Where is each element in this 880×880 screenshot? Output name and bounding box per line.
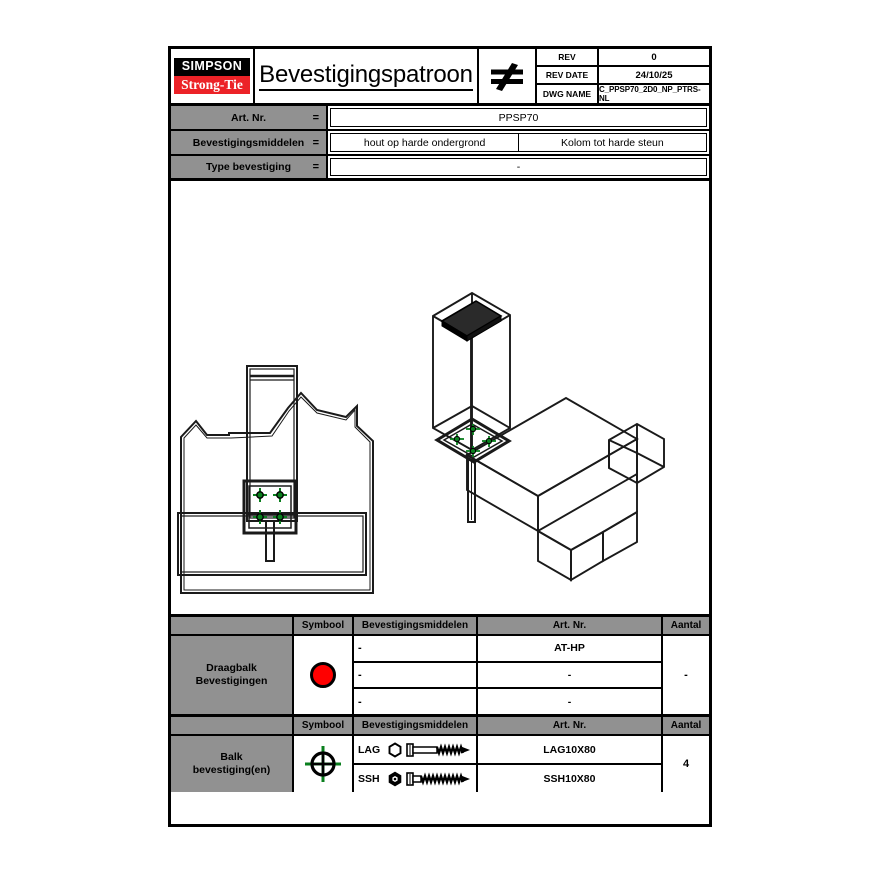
info-label-text: Type bevestiging bbox=[206, 161, 291, 173]
not-to-scale-cell bbox=[479, 49, 537, 103]
info-label-text: Art. Nr. bbox=[230, 111, 266, 124]
bevestigingsmiddelen-column bbox=[354, 736, 478, 792]
category-line-2: Bevestigingen bbox=[195, 675, 268, 687]
aantal-cell: 4 bbox=[663, 736, 709, 792]
table-header-symbool: Symbool bbox=[294, 617, 354, 634]
title-block bbox=[171, 49, 709, 106]
fastener-marker bbox=[273, 488, 287, 502]
aantal-cell: - bbox=[663, 636, 709, 714]
category-line-1: Balk bbox=[220, 750, 243, 763]
symbol-cell bbox=[294, 636, 354, 714]
table-header-row bbox=[171, 617, 709, 636]
table-row-lag bbox=[354, 736, 476, 765]
dwg-name-value: C_PPSP70_2D0_NP_PTRS-NL bbox=[599, 85, 701, 103]
not-equal-icon bbox=[487, 61, 527, 91]
table-row: LAG10X80 bbox=[478, 736, 661, 765]
info-values-type-bevestiging bbox=[328, 156, 709, 178]
rev-label: REV bbox=[537, 49, 599, 65]
table-header-art-nr: Art. Nr. bbox=[478, 617, 663, 634]
dwg-name-label: DWG NAME bbox=[537, 85, 599, 103]
info-label-art-nr bbox=[171, 106, 328, 129]
info-value-type: - bbox=[330, 158, 707, 176]
symbol-cell bbox=[294, 736, 354, 792]
category-line-1: Draagbalk bbox=[206, 661, 257, 674]
info-value-art-nr: PPSP70 bbox=[330, 108, 707, 127]
green-crosshair-icon bbox=[303, 744, 343, 784]
page-title: Bevestigingspatroon bbox=[259, 61, 473, 92]
rev-value: 0 bbox=[651, 51, 657, 63]
info-row-type-bevestiging bbox=[171, 156, 709, 181]
info-label-text: Bevestigingsmiddelen bbox=[192, 136, 305, 149]
table-header-aantal: Aantal bbox=[670, 620, 702, 631]
table-header-bevestigingsmiddelen: Bevestigingsmiddelen bbox=[354, 717, 478, 734]
rev-date-value: 24/10/25 bbox=[635, 69, 673, 81]
hex-head-outline-icon bbox=[388, 742, 402, 758]
structural-screw-icon bbox=[406, 771, 472, 787]
rev-date-label: REV DATE bbox=[537, 67, 599, 83]
fastener-code-ssh: SSH bbox=[358, 772, 380, 785]
info-label-type-bevestiging bbox=[171, 156, 328, 178]
table-row: - bbox=[478, 663, 661, 690]
table-body bbox=[171, 636, 709, 714]
art-nr-column bbox=[478, 736, 663, 792]
art-nr-column bbox=[478, 636, 663, 714]
info-value-substrate: hout op harde ondergrond bbox=[330, 133, 519, 152]
lag-screw-icon bbox=[406, 742, 472, 758]
info-value-connection: Kolom tot harde steun bbox=[518, 133, 707, 152]
info-row-bevestigingsmiddelen bbox=[171, 131, 709, 156]
revision-block bbox=[537, 49, 709, 103]
info-values-bevestigingsmiddelen bbox=[328, 131, 709, 154]
bevestigingsmiddelen-column bbox=[354, 636, 478, 714]
category-line-2: bevestiging(en) bbox=[192, 764, 271, 776]
table-row: AT-HP bbox=[478, 636, 661, 663]
table-header-bevestigingsmiddelen: Bevestigingsmiddelen bbox=[354, 617, 478, 634]
sheet-title-cell bbox=[255, 49, 479, 103]
hex-head-filled-icon bbox=[388, 771, 402, 787]
red-circle-icon bbox=[310, 662, 336, 688]
logo-simpson-text: SIMPSON bbox=[174, 58, 250, 76]
equals-sign: = bbox=[312, 136, 319, 149]
fastener-marker bbox=[253, 488, 267, 502]
equals-sign: = bbox=[312, 161, 319, 173]
table-row: SSH10X80 bbox=[543, 772, 596, 785]
rev-row bbox=[537, 49, 709, 67]
info-row-art-nr bbox=[171, 106, 709, 131]
equals-sign: = bbox=[312, 111, 319, 124]
fastener-code-lag: LAG bbox=[358, 743, 381, 756]
isometric-view bbox=[433, 293, 664, 580]
table-row-ssh bbox=[354, 765, 476, 792]
table-row: - bbox=[354, 636, 476, 663]
drawing-sheet bbox=[168, 46, 712, 827]
technical-drawing bbox=[171, 181, 709, 614]
table-category-label bbox=[171, 636, 294, 714]
logo-strongtie-text: Strong-Tie bbox=[174, 76, 250, 95]
table-body bbox=[171, 736, 709, 792]
info-values-art-nr bbox=[328, 106, 709, 129]
table-row: - bbox=[354, 663, 476, 690]
table-header-aantal: Aantal bbox=[670, 720, 702, 731]
table-header-blank bbox=[171, 617, 294, 634]
fastener-table-draagbalk bbox=[171, 617, 709, 717]
fastener-table-balk bbox=[171, 717, 709, 792]
table-category-label bbox=[171, 736, 294, 792]
table-row: - bbox=[358, 695, 362, 708]
table-header-symbool: Symbool bbox=[294, 717, 354, 734]
plan-view bbox=[181, 393, 373, 593]
table-header-art-nr: Art. Nr. bbox=[478, 717, 663, 734]
drawing-canvas bbox=[171, 181, 709, 617]
rev-date-row bbox=[537, 67, 709, 85]
table-header-blank bbox=[171, 717, 294, 734]
table-row: - bbox=[567, 695, 572, 708]
simpson-strong-tie-logo bbox=[171, 49, 255, 103]
table-header-row bbox=[171, 717, 709, 736]
side-elevation-view bbox=[178, 366, 366, 575]
info-label-bevestigingsmiddelen bbox=[171, 131, 328, 154]
dwg-name-row bbox=[537, 85, 709, 103]
